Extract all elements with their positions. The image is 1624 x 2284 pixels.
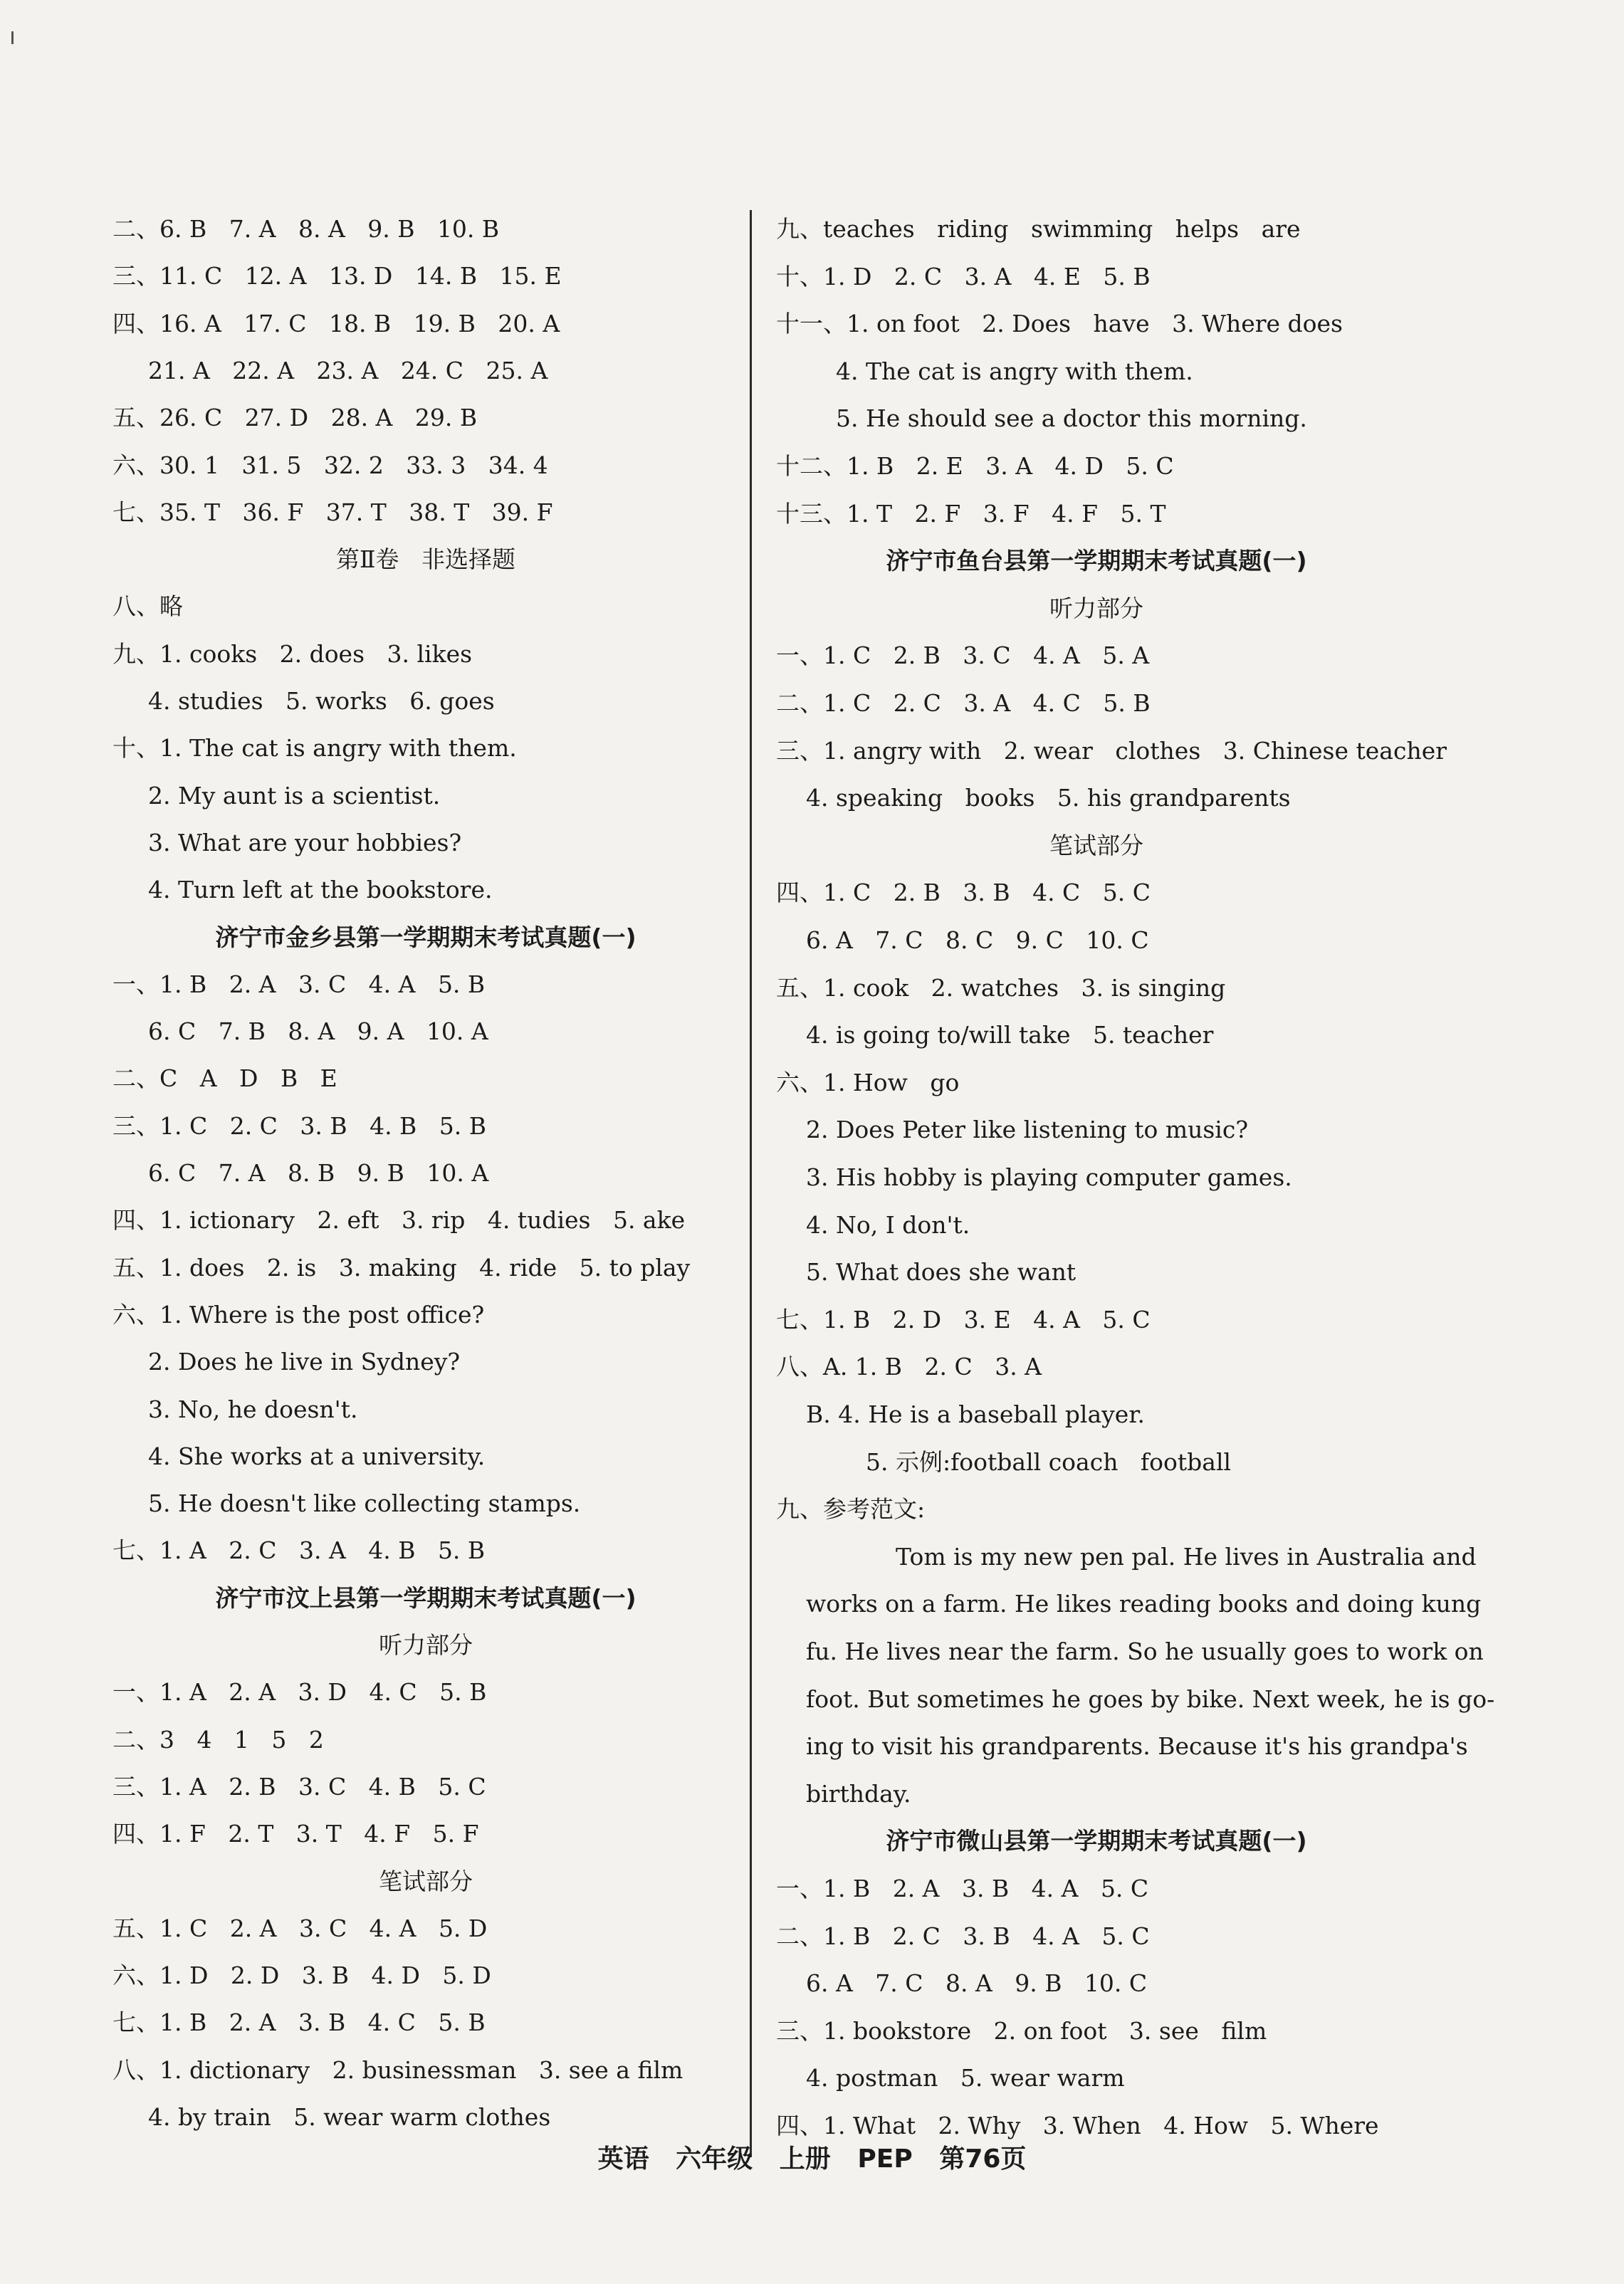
answer-line: 四、1. C 2. B 3. B 4. C 5. C (776, 879, 1151, 907)
answer-line: 八、1. dictionary 2. businessman 3. see a film (112, 2055, 683, 2084)
answer-line: 三、1. C 2. C 3. B 4. B 5. B (112, 1111, 487, 1140)
answer-line: 21. A 22. A 23. A 24. C 25. A (148, 356, 548, 384)
answer-line: 2. Does Peter like listening to music? (806, 1116, 1249, 1144)
answer-line: 六、1. D 2. D 3. B 4. D 5. D (112, 1961, 491, 1990)
answer-line: 五、1. C 2. A 3. C 4. A 5. D (112, 1914, 488, 1942)
subsection-heading: 笔试部分 (379, 1867, 473, 1895)
answer-line: birthday. (806, 1779, 911, 1808)
answer-line: 4. speaking books 5. his grandparents (806, 784, 1291, 812)
answer-line: 3. No, he doesn't. (148, 1395, 358, 1423)
answer-line: 三、11. C 12. A 13. D 14. B 15. E (112, 262, 562, 290)
answer-line: foot. But sometimes he goes by bike. Next week, he is go- (806, 1685, 1495, 1713)
answer-line: 十、1. D 2. C 3. A 4. E 5. B (776, 262, 1151, 290)
answer-line: 3. His hobby is playing computer games. (806, 1163, 1292, 1191)
answer-line: 二、3 4 1 5 2 (112, 1725, 324, 1754)
answer-line: 七、35. T 36. F 37. T 38. T 39. F (112, 498, 553, 526)
answer-line: 七、1. B 2. A 3. B 4. C 5. B (112, 2008, 486, 2037)
answer-line: ing to visit his grandparents. Because it's his grandpa's (806, 1732, 1468, 1761)
answer-line: 4. is going to/will take 5. teacher (806, 1021, 1214, 1049)
answer-line: 九、参考范文: (776, 1495, 926, 1524)
answer-line: works on a farm. He likes reading books and doing kung (806, 1590, 1482, 1618)
subsection-heading: 听力部分 (1049, 594, 1143, 622)
answer-line: 一、1. C 2. B 3. C 4. A 5. A (776, 641, 1150, 670)
scan-mark (11, 31, 14, 44)
answer-line: 4. The cat is angry with them. (836, 357, 1193, 385)
answer-line: 一、1. B 2. A 3. C 4. A 5. B (112, 970, 486, 998)
answer-line: 4. She works at a university. (148, 1442, 486, 1470)
answer-line: 九、1. cooks 2. does 3. likes (112, 639, 473, 668)
answer-line: 一、1. A 2. A 3. D 4. C 5. B (112, 1678, 487, 1707)
answer-line: 二、1. C 2. C 3. A 4. C 5. B (776, 689, 1151, 717)
page-footer: 英语 六年级 上册 PEP 第76页 (597, 2144, 1027, 2174)
answer-line: B. 4. He is a baseball player. (806, 1400, 1145, 1428)
answer-line: 4. by train 5. wear warm clothes (148, 2103, 551, 2131)
answer-line: 5. He should see a doctor this morning. (836, 404, 1307, 433)
answer-line: 八、A. 1. B 2. C 3. A (776, 1353, 1042, 1381)
answer-line: 六、1. Where is the post office? (112, 1300, 485, 1329)
answer-line: 四、16. A 17. C 18. B 19. B 20. A (112, 309, 560, 337)
answer-line: 6. A 7. C 8. A 9. B 10. C (806, 1969, 1148, 1998)
section-heading: 济宁市鱼台县第一学期期末考试真题(一) (886, 547, 1307, 575)
answer-line: 四、1. F 2. T 3. T 4. F 5. F (112, 1820, 479, 1848)
section-heading: 济宁市汶上县第一学期期末考试真题(一) (215, 1583, 636, 1612)
section-heading: 济宁市金乡县第一学期期末考试真题(一) (215, 923, 636, 951)
answer-line: 二、1. B 2. C 3. B 4. A 5. C (776, 1922, 1150, 1950)
answer-line: 2. Does he live in Sydney? (148, 1348, 461, 1376)
answer-line: Tom is my new pen pal. He lives in Australia and (896, 1542, 1477, 1571)
answer-line: 6. C 7. B 8. A 9. A 10. A (148, 1017, 488, 1046)
answer-line: 十二、1. B 2. E 3. A 4. D 5. C (776, 452, 1174, 480)
subsection-heading: 听力部分 (379, 1631, 473, 1659)
answer-line: 二、6. B 7. A 8. A 9. B 10. B (112, 215, 500, 243)
answer-line: 4. postman 5. wear warm (806, 2064, 1125, 2092)
answer-line: 六、1. How go (776, 1068, 960, 1096)
section-heading: 济宁市微山县第一学期期末考试真题(一) (886, 1827, 1307, 1855)
answer-line: 七、1. A 2. C 3. A 4. B 5. B (112, 1536, 486, 1565)
answer-line: 八、略 (112, 592, 183, 621)
answer-line: 六、30. 1 31. 5 32. 2 33. 3 34. 4 (112, 451, 548, 479)
subsection-heading: 第Ⅱ卷 非选择题 (336, 545, 515, 574)
answer-line: 四、1. ictionary 2. eft 3. rip 4. tudies 5. ake (112, 1206, 686, 1235)
answer-line: 6. A 7. C 8. C 9. C 10. C (806, 926, 1149, 954)
answer-line: 一、1. B 2. A 3. B 4. A 5. C (776, 1875, 1149, 1902)
answer-line: 五、1. cook 2. watches 3. is singing (776, 973, 1226, 1002)
answer-line: 6. C 7. A 8. B 9. B 10. A (148, 1159, 489, 1187)
answer-line: 5. 示例:football coach football (866, 1447, 1232, 1476)
answer-line: 五、26. C 27. D 28. A 29. B (112, 404, 478, 432)
answer-line: 三、1. A 2. B 3. C 4. B 5. C (112, 1772, 486, 1801)
answer-line: 九、teaches riding swimming helps are (776, 215, 1301, 243)
answer-line: fu. He lives near the farm. So he usually goes to work on (806, 1638, 1484, 1665)
answer-line: 三、1. bookstore 2. on foot 3. see film (776, 2016, 1267, 2045)
answer-line: 四、1. What 2. Why 3. When 4. How 5. Where (776, 2112, 1379, 2139)
answer-line: 十三、1. T 2. F 3. F 4. F 5. T (776, 499, 1166, 528)
answer-line: 5. He doesn't like collecting stamps. (148, 1489, 581, 1518)
answer-line: 4. studies 5. works 6. goes (148, 687, 495, 715)
answer-line: 4. No, I don't. (806, 1210, 970, 1239)
answer-line: 二、C A D B E (112, 1064, 337, 1093)
answer-line: 十、1. The cat is angry with them. (112, 734, 517, 763)
answer-line: 五、1. does 2. is 3. making 4. ride 5. to play (112, 1253, 691, 1282)
answer-line: 5. What does she want (806, 1258, 1076, 1287)
subsection-heading: 笔试部分 (1049, 831, 1143, 859)
column-divider (750, 210, 752, 2157)
answer-line: 2. My aunt is a scientist. (148, 781, 441, 810)
answer-line: 4. Turn left at the bookstore. (148, 876, 493, 904)
answer-line: 三、1. angry with 2. wear clothes 3. Chinese teacher (776, 736, 1447, 765)
answer-line: 十一、1. on foot 2. Does have 3. Where does (776, 310, 1343, 338)
answer-line: 3. What are your hobbies? (148, 828, 462, 856)
answer-line: 七、1. B 2. D 3. E 4. A 5. C (776, 1305, 1151, 1334)
